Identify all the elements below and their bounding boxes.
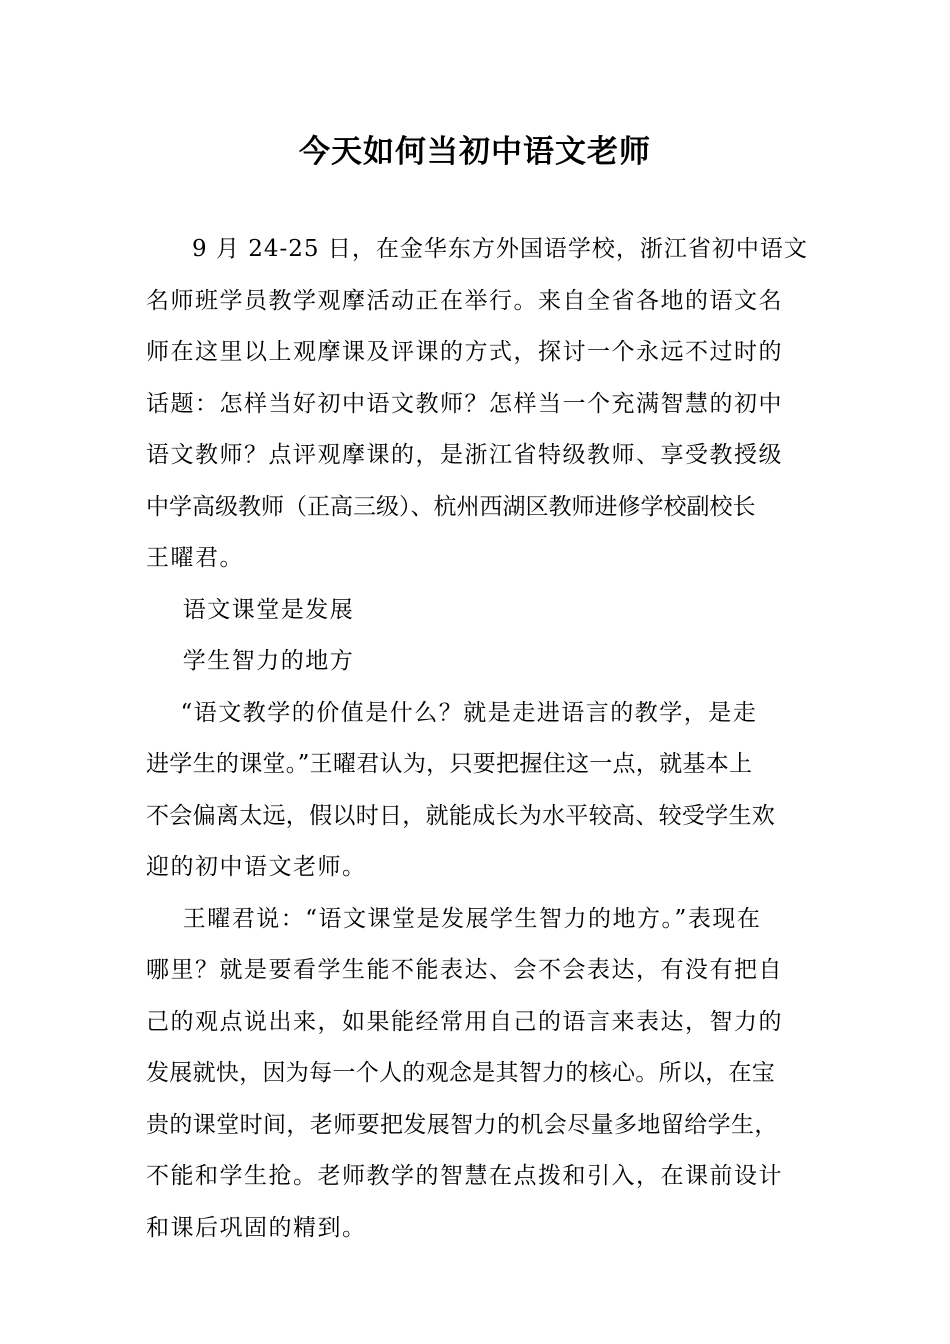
text-line: 语文课堂是发展: [182, 596, 355, 623]
text-line: 进学生的课堂。”王曜君认为，只要把握住这一点，就基本上: [146, 751, 753, 777]
text-line: 王曜君。: [146, 545, 244, 571]
text-line: 学生智力的地方: [182, 648, 355, 674]
text-line: 不能和学生抢。老师教学的智慧在点拨和引入，在课前设计: [146, 1163, 783, 1189]
paragraph-classroom-intelligence: [146, 894, 810, 1255]
text-line: 语文教师？点评观摩课的，是浙江省特级教师、享受教授级: [146, 442, 783, 468]
text-line: 己的观点说出来，如果能经常用自己的语言来表达，智力的: [146, 1008, 783, 1035]
text-line: 迎的初中语文老师。: [146, 854, 367, 880]
text-line: 和课后巩固的精到。: [146, 1214, 367, 1241]
text-line: 王曜君说：“语文课堂是发展学生智力的地方。”表现在: [182, 905, 762, 932]
document-body: [146, 224, 810, 1254]
text-line: “语文教学的价值是什么？就是走进语言的教学，是走: [180, 699, 758, 726]
text-line: 话题：怎样当好初中语文教师？怎样当一个充满智慧的初中: [146, 390, 783, 417]
text-line: 9 月 24-25 日，在金华东方外国语学校，浙江省初中语文: [192, 236, 808, 262]
text-line: 名师班学员教学观摩活动正在举行。来自全省各地的语文名: [146, 287, 783, 314]
subheading-line-1: [146, 585, 810, 637]
text-line: 哪里？就是要看学生能不能表达、会不会表达，有没有把自: [146, 957, 783, 983]
paragraph-intro: [146, 224, 810, 585]
text-line: 发展就快，因为每一个人的观念是其智力的核心。所以，在宝: [146, 1060, 776, 1086]
text-line: 贵的课堂时间，老师要把发展智力的机会尽量多地留给学生，: [146, 1111, 778, 1138]
paragraph-value-of-teaching: [146, 688, 810, 894]
text-line: 不会偏离太远，假以时日，就能成长为水平较高、较受学生欢: [146, 802, 776, 829]
text-line: 中学高级教师（正高三级）、杭州西湖区教师进修学校副校长: [146, 493, 756, 520]
document-title: 今天如何当初中语文老师: [299, 134, 651, 170]
subheading-line-2: [146, 636, 810, 688]
text-line: 师在这里以上观摩课及评课的方式，探讨一个永远不过时的: [146, 339, 783, 365]
